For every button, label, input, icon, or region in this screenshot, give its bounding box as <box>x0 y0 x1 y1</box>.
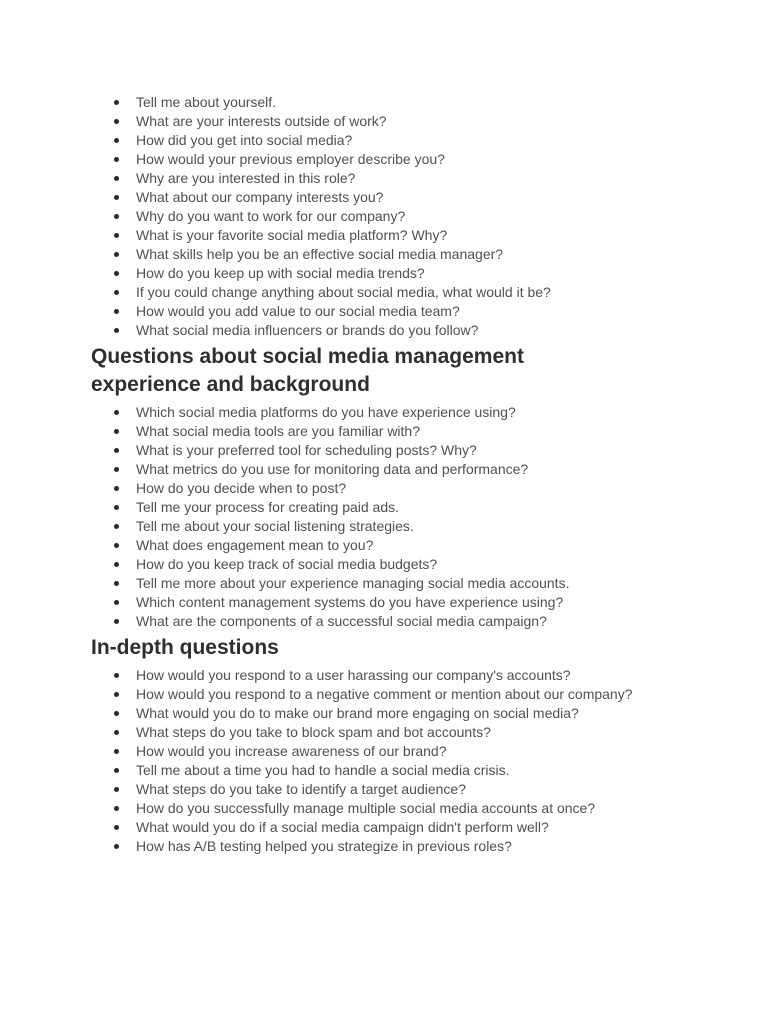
list-item: What is your favorite social media platform? Why? <box>0 226 768 245</box>
list-item: What steps do you take to identify a target audience? <box>0 780 768 799</box>
indepth-section-heading: In-depth questions <box>91 636 279 659</box>
list-item: Why are you interested in this role? <box>0 169 768 188</box>
list-item: Tell me about your social listening strategies. <box>0 517 768 536</box>
list-item: How has A/B testing helped you strategize in previous roles? <box>0 837 768 856</box>
list-item: What social media tools are you familiar with? <box>0 422 768 441</box>
list-item: Why do you want to work for our company? <box>0 207 768 226</box>
list-item: What are the components of a successful social media campaign? <box>0 612 768 631</box>
list-item: What would you do to make our brand more engaging on social media? <box>0 704 768 723</box>
list-item: Tell me more about your experience managing social media accounts. <box>0 574 768 593</box>
indepth-question-list <box>0 666 768 856</box>
experience-heading-line1: Questions about social media management <box>91 345 524 368</box>
list-item: What social media influencers or brands do you follow? <box>0 321 768 340</box>
list-item: How would you increase awareness of our brand? <box>0 742 768 761</box>
list-item: What does engagement mean to you? <box>0 536 768 555</box>
list-item: What would you do if a social media campaign didn't perform well? <box>0 818 768 837</box>
list-item: How would your previous employer describe you? <box>0 150 768 169</box>
list-item: How would you respond to a negative comment or mention about our company? <box>0 685 768 704</box>
list-item: What skills help you be an effective social media manager? <box>0 245 768 264</box>
list-item: What is your preferred tool for scheduling posts? Why? <box>0 441 768 460</box>
list-item: Which social media platforms do you have experience using? <box>0 403 768 422</box>
list-item: Tell me your process for creating paid ads. <box>0 498 768 517</box>
list-item: How do you decide when to post? <box>0 479 768 498</box>
list-item: How would you add value to our social media team? <box>0 302 768 321</box>
experience-heading-line2: experience and background <box>91 373 370 396</box>
list-item: What metrics do you use for monitoring data and performance? <box>0 460 768 479</box>
list-item: What are your interests outside of work? <box>0 112 768 131</box>
intro-question-list <box>0 93 768 340</box>
experience-question-list <box>0 403 768 631</box>
document-content <box>0 93 768 856</box>
list-item: How do you keep up with social media trends? <box>0 264 768 283</box>
list-item: How did you get into social media? <box>0 131 768 150</box>
list-item: Tell me about yourself. <box>0 93 768 112</box>
list-item: How would you respond to a user harassing our company's accounts? <box>0 666 768 685</box>
list-item: If you could change anything about social media, what would it be? <box>0 283 768 302</box>
list-item: What about our company interests you? <box>0 188 768 207</box>
list-item: Tell me about a time you had to handle a social media crisis. <box>0 761 768 780</box>
list-item: What steps do you take to block spam and bot accounts? <box>0 723 768 742</box>
list-item: Which content management systems do you have experience using? <box>0 593 768 612</box>
list-item: How do you keep track of social media budgets? <box>0 555 768 574</box>
experience-section-heading <box>0 343 768 399</box>
list-item: How do you successfully manage multiple social media accounts at once? <box>0 799 768 818</box>
